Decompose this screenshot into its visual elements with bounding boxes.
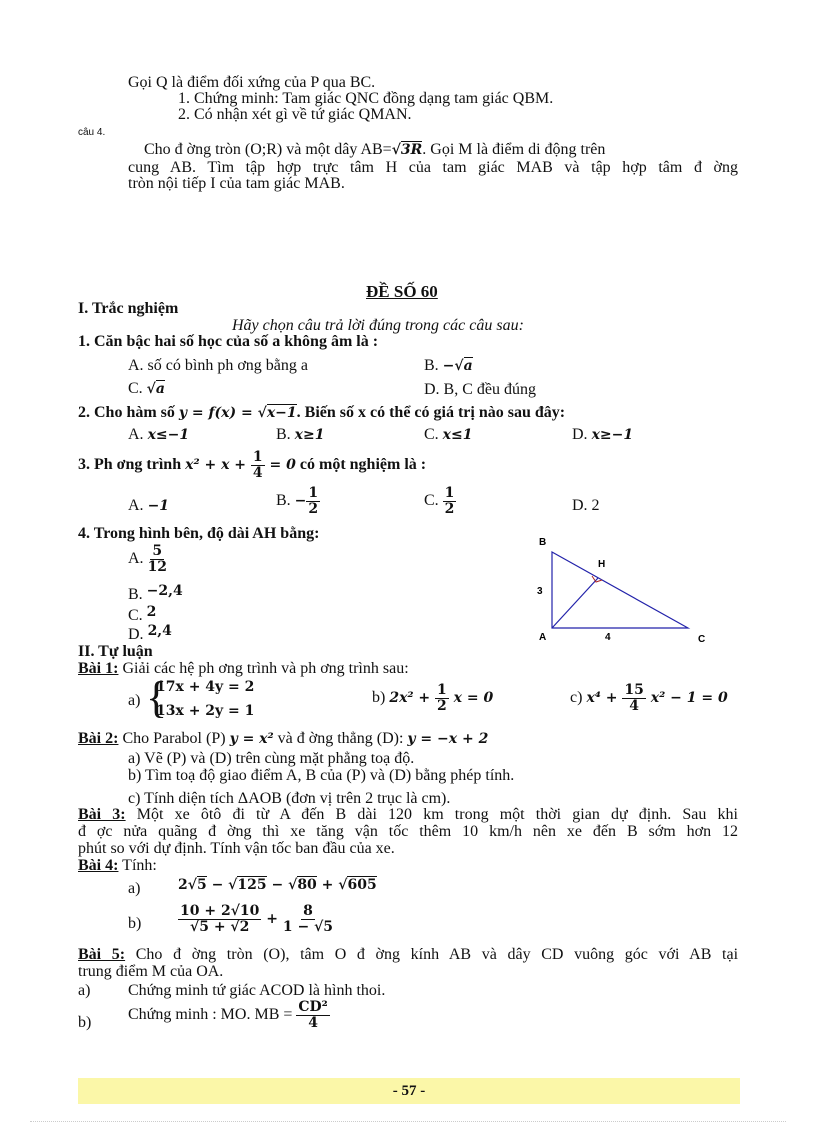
brace: { xyxy=(146,673,168,722)
answer-option xyxy=(276,426,325,444)
equation: c) x⁴ + $\frac{15}{4}$ x² − 1 = 0 xyxy=(570,681,728,714)
label-h: H xyxy=(598,559,606,570)
divider xyxy=(30,1121,786,1122)
option-label: B. xyxy=(128,586,143,603)
answer-option: D. B, C đều đúng xyxy=(424,381,536,398)
text-span: 2. Cho hàm số xyxy=(78,404,175,421)
text-line: cung AB. Tìm tập hợp trực tâm H của tam giác MAB và tập hợp tâm đ ờng xyxy=(128,159,738,176)
option-label: C. xyxy=(128,380,143,397)
sub-label: a) xyxy=(128,880,141,897)
equation: 13x + 2y = 1 xyxy=(156,703,255,719)
text-line: đ ợc nửa quãng đ ờng thì xe tăng vận tốc thêm 10 km/h nên xe đến B sớm hơn 12 xyxy=(78,823,738,840)
sub-label: b) xyxy=(128,915,142,932)
text-span: . Gọi M là điểm di động trên xyxy=(422,141,606,158)
sub-label: b) xyxy=(372,689,386,706)
option-value: −2,4 xyxy=(146,583,183,599)
sub-label: a) xyxy=(128,692,141,709)
text-line: trung điểm M của OA. xyxy=(78,963,224,980)
option-value: x≥1 xyxy=(294,427,325,443)
section-heading: I. Trắc nghiệm xyxy=(78,300,179,317)
label-b: B xyxy=(539,537,547,548)
answer-option xyxy=(128,583,183,603)
sub-label: a) xyxy=(78,982,91,999)
text-span: Cho Parabol (P) xyxy=(122,730,226,747)
option-value: 2,4 xyxy=(147,623,172,639)
answer-option xyxy=(128,604,156,624)
sub-label: b) xyxy=(78,1014,92,1031)
question-label: câu 4. xyxy=(78,127,106,138)
list-item: c) Tính diện tích ΔAOB (đơn vị trên 2 trục là cm). xyxy=(128,790,451,807)
exercise xyxy=(78,857,157,874)
answer-option xyxy=(128,623,172,643)
text-span: 3. Ph ơng trình xyxy=(78,456,182,473)
label-c: C xyxy=(698,634,706,645)
text-span: Cho đ ờng tròn (O;R) và một dây AB= xyxy=(144,141,392,158)
list-item: 2. Có nhận xét gì về tứ giác QMAN. xyxy=(178,106,412,123)
option-label: C. xyxy=(424,426,439,443)
text-span: Tính: xyxy=(122,857,157,874)
option-label: C. xyxy=(424,492,439,509)
option-label: B. xyxy=(276,426,291,443)
text-line: Gọi Q là điểm đối xứng của P qua BC. xyxy=(128,74,376,91)
sub-label: c) xyxy=(570,689,583,706)
question: 1. Căn bậc hai số học của số a không âm là : xyxy=(78,333,379,350)
answer-option xyxy=(128,493,169,519)
text-span: Một xe ôtô đi từ A đến B dài 120 km trong một thời gian dự định. Sau khi xyxy=(136,806,738,823)
option-label: A. xyxy=(128,550,144,567)
page-title: ĐỀ SỐ 60 xyxy=(366,282,438,301)
label-ab: 3 xyxy=(537,586,543,597)
answer-option: A. số có bình ph ơng bằng a xyxy=(128,357,308,374)
altitude-ah xyxy=(552,578,598,628)
option-label: D. xyxy=(572,426,588,443)
question: 4. Trong hình bên, độ dài AH bằng: xyxy=(78,525,320,542)
answer-option: A. $\frac{5}{12}$ xyxy=(128,542,168,575)
answer-option xyxy=(128,426,189,444)
text-line: phút so với dự định. Tính vận tốc ban đầu của xe. xyxy=(78,840,395,857)
question: 3. Ph ơng trình x² + x + $\frac{1}{4}$ = 0 có một nghiệm là : xyxy=(78,448,427,481)
answer-option: D. 2 xyxy=(572,497,600,514)
exercise xyxy=(78,946,738,963)
expression: 2√5 − √125 − √80 + √605 xyxy=(178,877,377,893)
list-item: b) Tìm toạ độ giao điểm A, B của (P) và (D) bằng phép tính. xyxy=(128,767,515,784)
text-span: và đ ờng thẳng (D): xyxy=(277,730,404,747)
option-label: B. xyxy=(276,492,291,509)
option-value: x≤−1 xyxy=(147,427,190,443)
exercise-label: Bài 1: xyxy=(78,660,119,677)
answer-option: B. − $\frac{1}{2}$ xyxy=(276,484,319,517)
equation: b) 2x² + $\frac{1}{2}$ x = 0 xyxy=(372,681,494,714)
text-line: tròn nội tiếp I của tam giác MAB. xyxy=(128,175,345,192)
label-a: A xyxy=(539,632,547,643)
triangle-figure xyxy=(530,532,720,648)
text-line: Cho đ ờng tròn (O;R) và một dây AB=√3R. Gọi M là điểm di động trên xyxy=(144,141,606,158)
exercise: Bài 2: Cho Parabol (P) y = x² và đ ờng thẳng (D): y = −x + 2 xyxy=(78,730,489,747)
option-value: x≤1 xyxy=(442,427,473,443)
list-item: Chứng minh : MO. MB = $\frac{\text{CD²}}{4}$ xyxy=(128,998,328,1031)
option-label: D. xyxy=(128,626,144,643)
page-number: - 57 - xyxy=(78,1078,740,1104)
label-ac: 4 xyxy=(605,632,611,643)
text-span: Cho đ ờng tròn (O), tâm O đ ờng kính AB và dây CD vuông góc với AB tại xyxy=(135,946,739,963)
text-span: Giải các hệ ph ơng trình và ph ơng trình sau: xyxy=(122,660,409,677)
exercise-label: Bài 5: xyxy=(78,946,126,963)
option-label: B. xyxy=(424,357,439,374)
list-item: a) Vẽ (P) và (D) trên cùng mặt phẳng toạ độ. xyxy=(128,750,415,767)
answer-option xyxy=(572,426,633,444)
option-label: A. xyxy=(128,426,144,443)
equation: 17x + 4y = 2 xyxy=(156,679,255,695)
math-root: 3R xyxy=(400,142,423,158)
triangle-abc xyxy=(552,552,688,628)
answer-option: B. −√a xyxy=(424,357,473,374)
exercise xyxy=(78,660,409,677)
option-value: −1 xyxy=(147,498,170,514)
exercise-label: Bài 2: xyxy=(78,730,119,747)
equation: y = −x + 2 xyxy=(407,731,489,747)
option-value: 2 xyxy=(146,604,157,620)
section-heading: II. Tự luận xyxy=(78,643,153,660)
answer-option: C. √a xyxy=(128,380,165,397)
question: 2. Cho hàm số y = f(x) = √x−1. Biến số x có thể có giá trị nào sau đây: xyxy=(78,404,566,421)
list-item: Chứng minh tứ giác ACOD là hình thoi. xyxy=(128,982,386,999)
answer-option: C. $\frac{1}{2}$ xyxy=(424,484,455,517)
exercise xyxy=(78,806,738,823)
expression: $\frac{10 + 2√10}{√5 + √2}$ + $\frac{8}{1 - √5}$ xyxy=(180,902,334,935)
text-span: . Biến số x có thể có giá trị nào sau đây: xyxy=(296,404,566,421)
list-item: 1. Chứng minh: Tam giác QNC đồng dạng tam giác QBM. xyxy=(178,90,554,107)
option-label: C. xyxy=(128,607,143,624)
instruction: Hãy chọn câu trả lời đúng trong các câu sau: xyxy=(232,317,524,334)
option-label: A. xyxy=(128,497,144,514)
exercise-label: Bài 4: xyxy=(78,857,119,874)
exercise-label: Bài 3: xyxy=(78,806,126,823)
text-span: có một nghiệm là : xyxy=(299,456,427,473)
text-span: Chứng minh : MO. MB = xyxy=(128,1006,293,1023)
option-value: x≥−1 xyxy=(591,427,634,443)
answer-option xyxy=(424,426,473,444)
